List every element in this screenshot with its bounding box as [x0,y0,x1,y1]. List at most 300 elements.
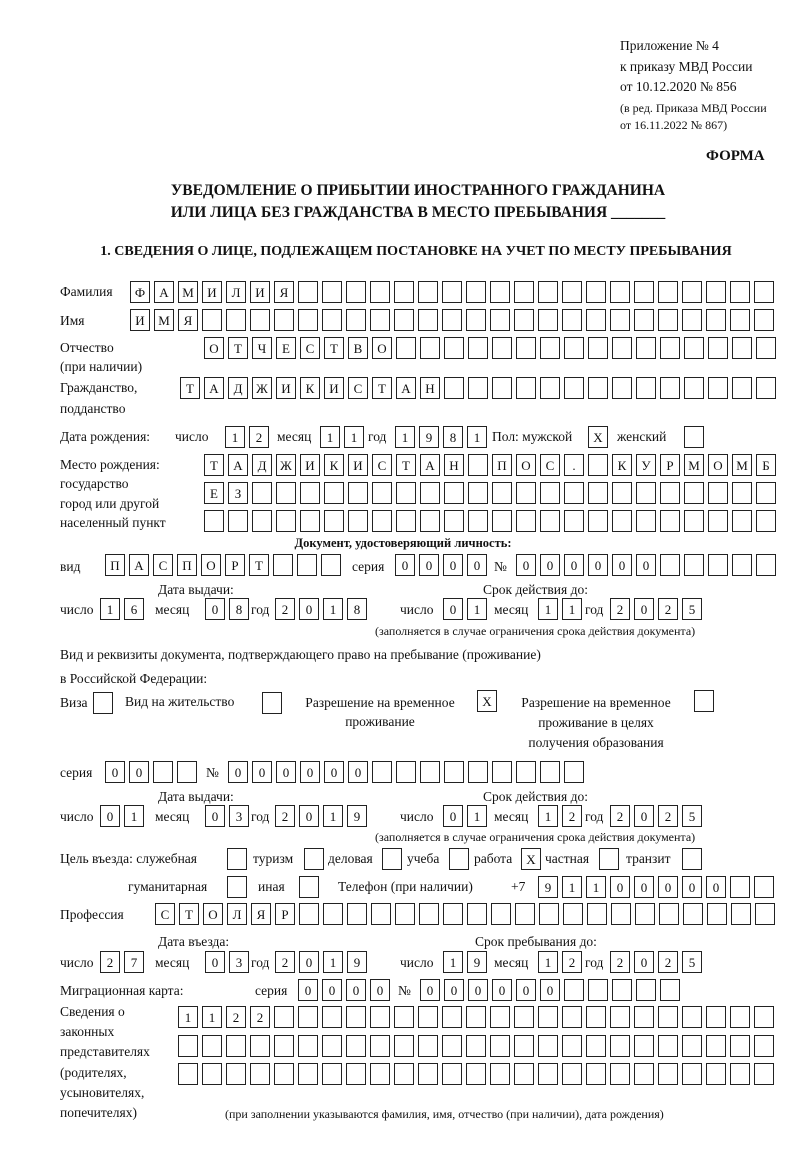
char-cell[interactable] [490,1006,510,1028]
checkbox-cell[interactable] [227,848,247,870]
name-field[interactable] [130,309,774,331]
char-cell[interactable]: 6 [124,598,144,620]
char-cell[interactable] [420,337,440,359]
char-cell[interactable] [756,377,776,399]
char-cell[interactable]: 1 [323,951,343,973]
char-cell[interactable]: 0 [443,554,463,576]
char-cell[interactable]: 0 [492,979,512,1001]
char-cell[interactable] [706,309,726,331]
char-cell[interactable]: М [154,309,174,331]
id-valid-year-field[interactable] [610,598,702,620]
char-cell[interactable] [442,1063,462,1085]
char-cell[interactable] [586,1006,606,1028]
char-cell[interactable]: 0 [467,554,487,576]
char-cell[interactable]: 0 [324,761,344,783]
char-cell[interactable]: 1 [202,1006,222,1028]
char-cell[interactable]: 0 [419,554,439,576]
char-cell[interactable]: Е [276,337,296,359]
char-cell[interactable] [730,281,750,303]
char-cell[interactable] [396,482,416,504]
char-cell[interactable]: 0 [346,979,366,1001]
char-cell[interactable]: Н [420,377,440,399]
char-cell[interactable] [706,1035,726,1057]
char-cell[interactable] [418,1063,438,1085]
char-cell[interactable] [153,761,173,783]
char-cell[interactable] [730,309,750,331]
char-cell[interactable]: И [324,377,344,399]
checkbox-cell[interactable]: X [588,426,608,448]
char-cell[interactable]: П [105,554,125,576]
char-cell[interactable] [756,554,776,576]
sex-male-checkbox[interactable] [588,426,608,448]
rep-field-line-2[interactable] [178,1035,774,1057]
char-cell[interactable]: И [276,377,296,399]
surname-field[interactable] [130,281,774,303]
id-kind-field[interactable] [105,554,341,576]
char-cell[interactable]: С [153,554,173,576]
char-cell[interactable] [323,903,343,925]
char-cell[interactable]: И [348,454,368,476]
char-cell[interactable] [204,510,224,532]
checkbox-cell[interactable] [684,426,704,448]
char-cell[interactable]: 1 [562,598,582,620]
char-cell[interactable] [370,309,390,331]
temp-residence-checkbox[interactable] [477,690,497,712]
char-cell[interactable] [516,482,536,504]
char-cell[interactable] [683,903,703,925]
char-cell[interactable]: 1 [538,805,558,827]
char-cell[interactable] [634,1063,654,1085]
char-cell[interactable]: К [612,454,632,476]
char-cell[interactable] [466,309,486,331]
char-cell[interactable]: А [204,377,224,399]
char-cell[interactable] [682,309,702,331]
char-cell[interactable] [490,309,510,331]
char-cell[interactable]: 0 [443,598,463,620]
char-cell[interactable] [419,903,439,925]
char-cell[interactable]: 1 [538,951,558,973]
char-cell[interactable] [540,377,560,399]
char-cell[interactable]: 1 [323,598,343,620]
char-cell[interactable]: Т [324,337,344,359]
char-cell[interactable]: 1 [586,876,606,898]
char-cell[interactable] [658,1063,678,1085]
char-cell[interactable]: 9 [538,876,558,898]
char-cell[interactable] [540,761,560,783]
char-cell[interactable]: 1 [467,598,487,620]
char-cell[interactable] [444,510,464,532]
char-cell[interactable]: 0 [468,979,488,1001]
char-cell[interactable]: 2 [610,951,630,973]
char-cell[interactable] [660,482,680,504]
checkbox-cell[interactable] [449,848,469,870]
char-cell[interactable] [468,337,488,359]
char-cell[interactable] [658,1035,678,1057]
char-cell[interactable] [756,482,776,504]
char-cell[interactable]: 0 [205,805,225,827]
char-cell[interactable] [660,337,680,359]
char-cell[interactable]: Р [225,554,245,576]
char-cell[interactable]: Ж [252,377,272,399]
char-cell[interactable]: И [130,309,150,331]
char-cell[interactable] [442,1035,462,1057]
char-cell[interactable] [732,337,752,359]
char-cell[interactable] [324,510,344,532]
char-cell[interactable]: Т [372,377,392,399]
char-cell[interactable]: Л [226,281,246,303]
char-cell[interactable] [660,979,680,1001]
char-cell[interactable] [755,903,775,925]
char-cell[interactable]: С [348,377,368,399]
stay-day-field[interactable] [443,951,487,973]
char-cell[interactable]: 0 [205,598,225,620]
char-cell[interactable] [588,482,608,504]
char-cell[interactable]: З [228,482,248,504]
char-cell[interactable] [250,1035,270,1057]
char-cell[interactable]: Б [756,454,776,476]
char-cell[interactable] [322,281,342,303]
char-cell[interactable] [442,281,462,303]
char-cell[interactable]: Ч [252,337,272,359]
char-cell[interactable]: 2 [562,805,582,827]
birthplace-field-line-2[interactable] [204,482,776,504]
char-cell[interactable]: 2 [658,805,678,827]
stay-valid-month-field[interactable] [538,805,582,827]
char-cell[interactable] [588,454,608,476]
checkbox-cell[interactable] [682,848,702,870]
char-cell[interactable]: О [372,337,392,359]
char-cell[interactable] [564,979,584,1001]
char-cell[interactable] [682,1006,702,1028]
char-cell[interactable] [754,281,774,303]
char-cell[interactable] [202,309,222,331]
char-cell[interactable]: 5 [682,951,702,973]
char-cell[interactable] [226,1063,246,1085]
char-cell[interactable]: У [636,454,656,476]
char-cell[interactable] [708,510,728,532]
char-cell[interactable]: Д [252,454,272,476]
char-cell[interactable] [395,903,415,925]
char-cell[interactable] [612,337,632,359]
char-cell[interactable] [347,903,367,925]
char-cell[interactable] [636,482,656,504]
char-cell[interactable] [273,554,293,576]
char-cell[interactable]: 0 [322,979,342,1001]
citizenship-field[interactable] [180,377,776,399]
char-cell[interactable] [228,510,248,532]
char-cell[interactable]: А [228,454,248,476]
char-cell[interactable]: 0 [299,805,319,827]
char-cell[interactable]: 0 [298,979,318,1001]
sex-female-checkbox[interactable] [684,426,704,448]
char-cell[interactable] [540,337,560,359]
char-cell[interactable] [587,903,607,925]
char-cell[interactable] [754,1035,774,1057]
mc-number-field[interactable] [420,979,680,1001]
char-cell[interactable] [491,903,511,925]
char-cell[interactable] [466,1063,486,1085]
char-cell[interactable]: 1 [467,426,487,448]
char-cell[interactable] [515,903,535,925]
char-cell[interactable] [658,309,678,331]
char-cell[interactable] [564,482,584,504]
char-cell[interactable] [564,761,584,783]
entry-month-field[interactable] [205,951,249,973]
char-cell[interactable] [730,1006,750,1028]
char-cell[interactable]: 2 [249,426,269,448]
entry-day-field[interactable] [100,951,144,973]
char-cell[interactable] [468,454,488,476]
char-cell[interactable]: М [732,454,752,476]
char-cell[interactable]: 2 [658,951,678,973]
mc-series-field[interactable] [298,979,390,1001]
char-cell[interactable] [443,903,463,925]
char-cell[interactable] [490,1063,510,1085]
char-cell[interactable] [754,876,774,898]
char-cell[interactable] [394,1063,414,1085]
char-cell[interactable]: Р [660,454,680,476]
id-valid-day-field[interactable] [443,598,487,620]
char-cell[interactable]: М [178,281,198,303]
char-cell[interactable] [731,903,751,925]
char-cell[interactable]: П [492,454,512,476]
char-cell[interactable]: 0 [516,979,536,1001]
char-cell[interactable]: И [300,454,320,476]
char-cell[interactable]: Я [178,309,198,331]
char-cell[interactable]: Р [275,903,295,925]
char-cell[interactable] [586,281,606,303]
char-cell[interactable]: К [324,454,344,476]
char-cell[interactable]: 1 [344,426,364,448]
char-cell[interactable] [660,510,680,532]
char-cell[interactable]: 2 [275,598,295,620]
char-cell[interactable]: 8 [347,598,367,620]
char-cell[interactable] [492,510,512,532]
char-cell[interactable]: 0 [228,761,248,783]
rep-field-line-1[interactable] [178,1006,774,1028]
char-cell[interactable]: 0 [634,598,654,620]
checkbox-cell[interactable] [262,692,282,714]
stay-issue-year-field[interactable] [275,805,367,827]
char-cell[interactable] [466,1035,486,1057]
char-cell[interactable] [610,1035,630,1057]
char-cell[interactable]: Д [228,377,248,399]
patronymic-field[interactable] [204,337,776,359]
char-cell[interactable] [562,1035,582,1057]
stay-year-field[interactable] [610,951,702,973]
birth-day-field[interactable] [225,426,269,448]
char-cell[interactable] [540,482,560,504]
char-cell[interactable] [660,377,680,399]
char-cell[interactable]: 0 [444,979,464,1001]
char-cell[interactable] [372,482,392,504]
char-cell[interactable] [562,281,582,303]
char-cell[interactable]: Т [249,554,269,576]
char-cell[interactable]: О [201,554,221,576]
char-cell[interactable] [322,1063,342,1085]
char-cell[interactable] [466,1006,486,1028]
char-cell[interactable] [682,1063,702,1085]
char-cell[interactable]: А [396,377,416,399]
char-cell[interactable]: 0 [612,554,632,576]
char-cell[interactable] [444,482,464,504]
char-cell[interactable] [420,510,440,532]
checkbox-cell[interactable]: X [477,690,497,712]
char-cell[interactable] [516,337,536,359]
char-cell[interactable]: 9 [347,805,367,827]
char-cell[interactable]: 3 [229,805,249,827]
char-cell[interactable] [370,1035,390,1057]
char-cell[interactable] [444,761,464,783]
checkbox-cell[interactable] [93,692,113,714]
char-cell[interactable]: 0 [564,554,584,576]
char-cell[interactable] [634,1006,654,1028]
char-cell[interactable]: 0 [276,761,296,783]
char-cell[interactable]: Т [396,454,416,476]
char-cell[interactable]: 0 [634,805,654,827]
char-cell[interactable]: Я [274,281,294,303]
stay-series-field[interactable] [105,761,197,783]
char-cell[interactable] [274,1035,294,1057]
char-cell[interactable] [514,309,534,331]
char-cell[interactable] [730,1063,750,1085]
char-cell[interactable] [538,1006,558,1028]
char-cell[interactable] [467,903,487,925]
char-cell[interactable] [418,1006,438,1028]
char-cell[interactable]: М [684,454,704,476]
char-cell[interactable] [658,281,678,303]
phone-field[interactable] [538,876,774,898]
char-cell[interactable]: 0 [370,979,390,1001]
checkbox-cell[interactable] [304,848,324,870]
char-cell[interactable] [346,1035,366,1057]
char-cell[interactable]: 0 [658,876,678,898]
stay-month-field[interactable] [538,951,582,973]
char-cell[interactable] [588,510,608,532]
char-cell[interactable] [658,1006,678,1028]
char-cell[interactable]: 2 [658,598,678,620]
char-cell[interactable]: . [564,454,584,476]
char-cell[interactable]: 1 [100,598,120,620]
stay-valid-year-field[interactable] [610,805,702,827]
char-cell[interactable] [756,337,776,359]
checkbox-cell[interactable] [694,690,714,712]
char-cell[interactable]: Т [179,903,199,925]
char-cell[interactable] [635,903,655,925]
char-cell[interactable] [732,377,752,399]
char-cell[interactable]: И [250,281,270,303]
char-cell[interactable] [274,1063,294,1085]
char-cell[interactable] [394,1006,414,1028]
char-cell[interactable] [706,281,726,303]
char-cell[interactable] [610,281,630,303]
char-cell[interactable]: А [420,454,440,476]
char-cell[interactable] [348,482,368,504]
char-cell[interactable] [612,377,632,399]
char-cell[interactable]: В [348,337,368,359]
char-cell[interactable] [708,482,728,504]
char-cell[interactable] [516,510,536,532]
char-cell[interactable] [492,377,512,399]
char-cell[interactable]: 2 [610,598,630,620]
char-cell[interactable]: 1 [178,1006,198,1028]
char-cell[interactable] [612,510,632,532]
char-cell[interactable] [514,281,534,303]
purpose-private-checkbox[interactable] [599,848,619,870]
char-cell[interactable]: Ж [276,454,296,476]
purpose-study-checkbox[interactable] [449,848,469,870]
stay-number-field[interactable] [228,761,584,783]
char-cell[interactable] [754,1063,774,1085]
char-cell[interactable] [372,510,392,532]
char-cell[interactable]: 9 [347,951,367,973]
char-cell[interactable] [394,1035,414,1057]
char-cell[interactable] [394,281,414,303]
id-issue-month-field[interactable] [205,598,249,620]
char-cell[interactable] [538,281,558,303]
char-cell[interactable] [514,1006,534,1028]
char-cell[interactable]: 1 [538,598,558,620]
char-cell[interactable] [468,482,488,504]
char-cell[interactable] [468,510,488,532]
char-cell[interactable] [684,337,704,359]
char-cell[interactable] [564,377,584,399]
char-cell[interactable]: 1 [562,876,582,898]
char-cell[interactable] [444,377,464,399]
char-cell[interactable] [732,554,752,576]
char-cell[interactable] [636,510,656,532]
char-cell[interactable] [298,1006,318,1028]
char-cell[interactable] [371,903,391,925]
char-cell[interactable]: 9 [467,951,487,973]
char-cell[interactable] [636,337,656,359]
char-cell[interactable]: 0 [540,979,560,1001]
char-cell[interactable] [660,554,680,576]
char-cell[interactable] [370,281,390,303]
char-cell[interactable] [370,1006,390,1028]
char-cell[interactable]: 0 [706,876,726,898]
char-cell[interactable] [346,281,366,303]
char-cell[interactable] [634,1035,654,1057]
char-cell[interactable]: С [155,903,175,925]
char-cell[interactable]: Ф [130,281,150,303]
char-cell[interactable] [178,1035,198,1057]
char-cell[interactable] [732,510,752,532]
char-cell[interactable] [396,761,416,783]
char-cell[interactable] [539,903,559,925]
char-cell[interactable] [636,377,656,399]
char-cell[interactable]: 0 [443,805,463,827]
char-cell[interactable]: И [202,281,222,303]
char-cell[interactable]: 0 [634,876,654,898]
char-cell[interactable]: С [300,337,320,359]
char-cell[interactable]: 7 [124,951,144,973]
char-cell[interactable] [708,337,728,359]
char-cell[interactable] [346,1006,366,1028]
char-cell[interactable] [540,510,560,532]
char-cell[interactable]: 0 [299,598,319,620]
char-cell[interactable] [634,281,654,303]
char-cell[interactable] [562,1063,582,1085]
char-cell[interactable]: 1 [443,951,463,973]
stay-issue-day-field[interactable] [100,805,144,827]
char-cell[interactable] [298,1063,318,1085]
char-cell[interactable]: 1 [467,805,487,827]
char-cell[interactable] [492,337,512,359]
char-cell[interactable]: Е [204,482,224,504]
birthplace-field-line-1[interactable] [204,454,776,476]
char-cell[interactable] [444,337,464,359]
